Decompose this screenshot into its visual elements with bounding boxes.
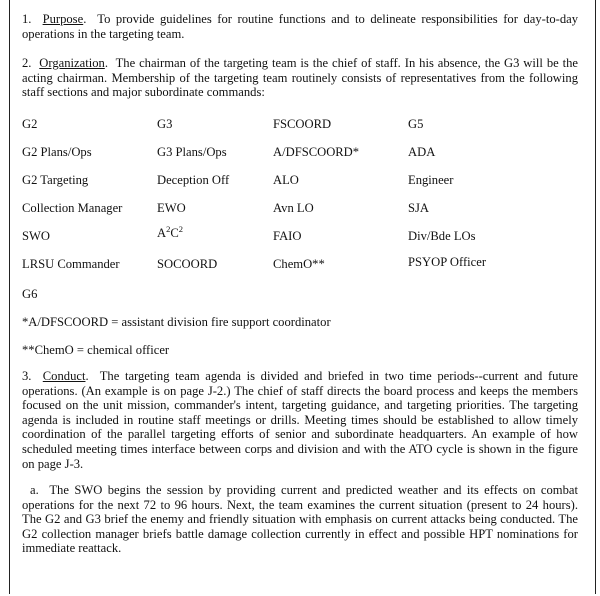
subparagraph-a-text: The SWO begins the session by providing current and predicted weather and its effects on combat operations for the next 72 to 96 hours. Next, the team examines the current situation (present to 24 hours). The G2 and G3 brief the enemy and friendly situation with emphasis on current attacks being conducted. The G2 collection manager briefs battle damage collection currently in effect and possible HPT nominations for immediate reattack. <box>22 483 578 556</box>
member-cell: LRSU Commander <box>22 257 120 271</box>
a2c2-base-c: C <box>170 226 179 240</box>
member-cell: SOCOORD <box>157 257 218 271</box>
member-cell: ALO <box>273 173 299 187</box>
member-cell: G6 <box>22 287 38 301</box>
organization-heading: Organization <box>39 56 105 70</box>
member-cell: G5 <box>408 117 424 131</box>
conduct-text: The targeting team agenda is divided and briefed in two time periods--current and future operations. (An example is on page J-2.) The chief of staff directs the board process and keeps the members focused on the unit mission, commander's intent, targeting guidance, and targeting priorities. The targeting agenda is included in routine staff meetings or drills. Meeting times should be established to allow timely coordination of the parallel targeting efforts of senior and subordinate headquarters. An example of how scheduled meeting times interface between corps and division and with the ATO cycle is shown in the figure on page J-3. <box>22 369 579 471</box>
member-cell: G2 Targeting <box>22 173 89 187</box>
member-cell: G2 <box>22 117 38 131</box>
member-cell: SWO <box>22 229 50 243</box>
member-cell: G3 <box>157 117 173 131</box>
a2c2-sup-2: 2 <box>178 223 184 234</box>
member-cell: Deception Off <box>157 173 230 187</box>
footnote-adfscoord: *A/DFSCOORD = assistant division fire support coordinator <box>22 315 331 329</box>
member-cell: Engineer <box>408 173 454 187</box>
purpose-text: To provide guidelines for routine functions and to delineate responsibilities for day-to-day operations in the targeting team. <box>22 12 579 41</box>
subparagraph-a <box>22 483 578 556</box>
conduct-number: 3. <box>22 369 32 383</box>
purpose-number: 1. <box>22 12 32 26</box>
organization-number: 2. <box>22 56 32 70</box>
a2c2-base-a: A <box>157 226 167 240</box>
member-cell: G2 Plans/Ops <box>22 145 92 159</box>
member-cell: PSYOP Officer <box>408 255 487 269</box>
member-cell: ChemO** <box>273 257 325 271</box>
member-cell: Div/Bde LOs <box>408 229 476 243</box>
member-cell: SJA <box>408 201 429 215</box>
member-cell: FSCOORD <box>273 117 332 131</box>
member-cell: G3 Plans/Ops <box>157 145 227 159</box>
member-cell: EWO <box>157 201 186 215</box>
purpose-paragraph: 1. Purpose. To provide guidelines for routine functions and to delineate responsibilities for day-to-day operations in the targeting team. <box>22 12 579 41</box>
conduct-paragraph: 3. Conduct. The targeting team agenda is divided and briefed in two time periods--current and future operations. (An example is on page J-2.) The chief of staff directs the board process and keeps the members focused on the unit mission, commander's intent, targeting guidance, and targeting priorities. The targeting agenda is included in routine staff meetings or drills. Meeting times should be established to allow timely coordination of the parallel targeting efforts of senior and subordinate headquarters. An example of how scheduled meeting times interface between corps and division and with the ATO cycle is shown in the figure on page J-3. <box>22 369 579 471</box>
member-cell: ADA <box>408 145 436 159</box>
organization-paragraph: 2. Organization. The chairman of the targeting team is the chief of staff. In his absence, the G3 will be the acting chairman. Membership of the targeting team routinely consists of representatives from the following staff sections and major subordinate commands: <box>22 56 579 100</box>
member-cell: A/DFSCOORD* <box>273 145 360 159</box>
a2c2-sup-1: 2 <box>166 223 171 234</box>
purpose-heading: Purpose <box>42 12 84 26</box>
member-cell: Avn LO <box>273 201 314 215</box>
member-cell: FAIO <box>273 229 302 243</box>
footnote-chemo: **ChemO = chemical officer <box>22 343 170 357</box>
subparagraph-a-label: a. <box>30 483 39 497</box>
organization-text: The chairman of the targeting team is the chief of staff. In his absence, the G3 will be the acting chairman. Membership of the targeting team routinely consists of representatives from the following staff sections and major subordinate commands: <box>22 56 579 100</box>
member-cell-a2c2 <box>157 223 184 240</box>
conduct-heading: Conduct <box>42 369 86 383</box>
member-cell: Collection Manager <box>22 201 123 215</box>
